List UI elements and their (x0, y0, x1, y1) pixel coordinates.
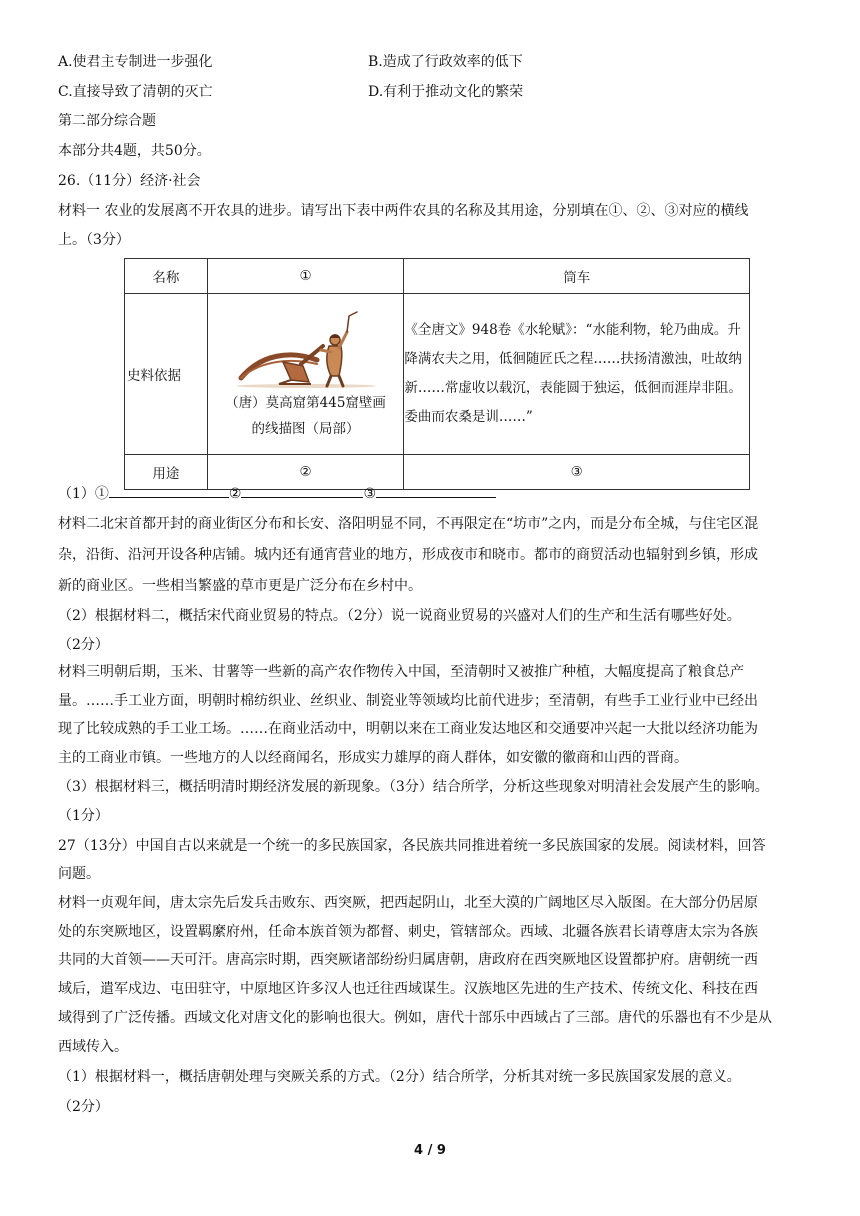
q27-question1-line2: （2分） (58, 1099, 109, 1115)
table-header-col2: 筒车 (404, 259, 750, 294)
q26-material2-line3: 新的商业区。一些相当繁盛的草市更是广泛分布在乡村中。 (58, 578, 422, 594)
q26-question3-line2: （1分） (58, 808, 109, 824)
q26-material3-line4: 主的工商业市镇。一些地方的人以经商闻名，形成实力雄厚的商人群体，如安徽的徽商和山西的晋商。 (58, 750, 688, 766)
q26-question2-line1: （2）根据材料二，概括宋代商业贸易的特点。（2分）说一说商业贸易的兴盛对人们的生产和生活有哪些好处。 (58, 608, 741, 624)
farm-tools-table (124, 258, 750, 490)
answer-marker-1: （1）① (58, 486, 109, 502)
q26-material1-line2: 上。（3分） (58, 232, 130, 248)
q27-material1-line2: 处的东突厥地区，设置羁縻府州，任命本族首领为都督、刺史，管辖部众。西域、北疆各族君长请尊唐太宗为各族 (58, 924, 758, 940)
q26-answer-line (58, 483, 496, 504)
q27-material1-line6: 西域传入。 (58, 1039, 128, 1055)
option-d: D.有利于推动文化的繁荣 (368, 84, 524, 100)
mural-cell (207, 294, 404, 455)
q27-stem-line1: 27（13分）中国自古以来就是一个统一的多民族国家，各民族共同推进着统一多民族国家的发展。阅读材料，回答 (58, 838, 766, 854)
table-use-col2: ③ (404, 455, 750, 490)
q26-material2-line1: 材料二北宋首都开封的商业街区分布和长安、洛阳明显不同，不再限定在“坊市”之内，而是分布全城，与住宅区混 (58, 516, 759, 532)
table-row-use-label: 用途 (125, 455, 208, 490)
answer-blank-3[interactable] (376, 483, 496, 498)
q26-question3-line1: （3）根据材料三，概括明清时期经济发展的新现象。（3分）结合所学，分析这些现象对明清社会发展产生的影响。 (58, 779, 769, 795)
table-header-name: 名称 (125, 259, 208, 294)
option-c: C.直接导致了清朝的灭亡 (58, 84, 213, 100)
plough-mural-illustration (231, 306, 381, 390)
water-wheel-quote: 《全唐文》948卷《水轮赋》：“水能利物，轮乃曲成。升降满农夫之用，低徊随匠氏之程……扶扬清激浊，吐故纳新……常虚收以载沉，表能圆于独运，低徊而涯岸非阻。委曲而农桑是训……” (404, 294, 750, 455)
q26-material1-line1: 材料一 农业的发展离不开农具的进步。请写出下表中两件农具的名称及其用途，分别填在①、②、③对应的横线 (58, 203, 749, 219)
q27-question1-line1: （1）根据材料一，概括唐朝处理与突厥关系的方式。（2分）结合所学，分析其对统一多民族国家发展的意义。 (58, 1069, 741, 1085)
answer-blank-1[interactable] (109, 483, 229, 498)
q27-material1-line5: 域得到了广泛传播。西域文化对唐文化的影响也很大。例如，唐代十部乐中西域占了三部。唐代的乐器也有不少是从 (58, 1010, 772, 1026)
q27-material1-line4: 域后，遣军戍边、屯田驻守，中原地区许多汉人也迁往西域谋生。汉族地区先进的生产技术、传统文化、科技在西 (58, 981, 758, 997)
table-row-source-label: 史料依据 (125, 294, 208, 455)
mural-caption-line2: 的线描图（局部） (251, 421, 360, 437)
mural-caption-line1: （唐）莫高窟第445窟壁画 (225, 395, 386, 411)
option-a: A.使君主专制进一步强化 (58, 54, 213, 70)
q27-material1-line1: 材料一贞观年间，唐太宗先后发兵击败东、西突厥，把西起阴山，北至大漠的广阔地区尽入版图。在大部分仍居原 (58, 895, 758, 911)
table-header-col1: ① (207, 259, 404, 294)
q26-material3-line3: 现了比较成熟的手工业工场。……在商业活动中，明朝以来在工商业发达地区和交通要冲兴起一大批以经济功能为 (58, 721, 758, 737)
q26-material3-line2: 量。……手工业方面，明朝时棉纺织业、丝织业、制瓷业等领域均比前代进步；至清朝，有些手工业行业中已经出 (58, 693, 758, 709)
page-number: 4 / 9 (414, 1143, 446, 1158)
section-intro: 本部分共4题，共50分。 (58, 143, 211, 159)
q27-stem-line2: 问题。 (58, 866, 100, 882)
answer-marker-2: ② (228, 486, 242, 502)
option-b: B.造成了行政效率的低下 (368, 54, 523, 70)
table-use-col1: ② (207, 455, 404, 490)
q26-material3-line1: 材料三明朝后期，玉米、甘薯等一些新的高产农作物传入中国，至清朝时又被推广种植，大幅度提高了粮食总产 (58, 664, 744, 680)
q27-material1-line3: 共同的大首领——天可汗。唐高宗时期，西突厥诸部纷纷归属唐朝，唐政府在西突厥地区设置都护府。唐朝统一西 (58, 952, 758, 968)
answer-blank-2[interactable] (241, 483, 363, 498)
q26-header: 26.（11分）经济·社会 (58, 173, 201, 189)
section-title: 第二部分综合题 (58, 113, 156, 129)
q26-material2-line2: 杂，沿街、沿河开设各种店铺。城内还有通宵营业的地方，形成夜市和晓市。都市的商贸活动也辐射到乡镇，形成 (58, 547, 758, 563)
answer-marker-3: ③ (363, 486, 377, 502)
q26-question2-line2: （2分） (58, 637, 109, 653)
